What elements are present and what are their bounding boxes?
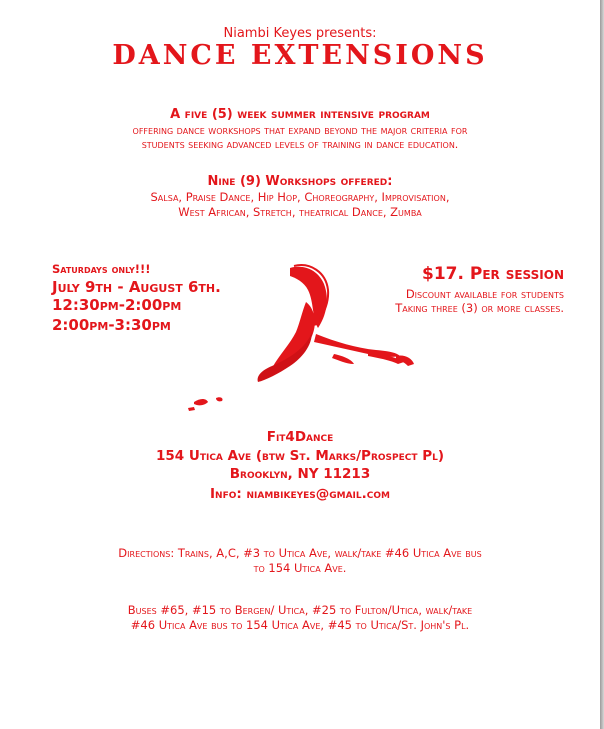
venue-address: 154 Utica Ave (btw St. Marks/Prospect Pl): [155, 448, 444, 464]
contact-info: Info: niambikeyes@gmail.com: [210, 486, 390, 502]
program-description-line-1: offering dance workshops that expand beyond the major criteria for: [132, 124, 468, 137]
dancer-shadow-1: [332, 354, 354, 364]
dancer-shadow-4: [216, 397, 223, 401]
train-directions-line-1: Directions: Trains, A,C, #3 to Utica Ave, walk/take #46 Utica Ave bus: [118, 546, 482, 560]
discount-line-1: Discount available for students: [405, 287, 564, 301]
schedule-time-2: 2:00pm-3:30pm: [52, 316, 171, 334]
bus-directions-line-1: Buses #65, #15 to Bergen/ Utica, #25 to Fulton/Utica, walk/take: [127, 603, 473, 617]
venue-name: Fit4Dance: [266, 429, 334, 445]
discount-line-2: Taking three (3) or more classes.: [395, 301, 564, 315]
schedule-time-1: 12:30pm-2:00pm: [52, 296, 182, 314]
workshops-list-line-1: Salsa, Praise Dance, Hip Hop, Choreography, Improvisation,: [150, 190, 450, 204]
program-description-line-2: students seeking advanced levels of training in dance education.: [141, 138, 459, 151]
workshops-list-line-2: West African, Stretch, theatrical Dance, Zumba: [178, 205, 422, 219]
dancer-silhouette-image: [186, 262, 422, 414]
dancer-extended-arm: [314, 334, 400, 357]
schedule-dates: July 9th - August 6th.: [52, 278, 221, 296]
dancer-shadow-3: [188, 407, 195, 411]
price-per-session: $17. Per session: [422, 264, 564, 284]
workshops-heading: Nine (9) Workshops offered:: [207, 174, 393, 189]
presenter-line: Niambi Keyes presents:: [223, 26, 377, 41]
schedule-days: Saturdays only!!!: [52, 262, 151, 276]
bus-directions-line-2: #46 Utica Ave bus to 154 Utica Ave, #45 to Utica/St. John's Pl.: [130, 618, 470, 632]
window-edge: [600, 0, 604, 729]
event-title: DANCE EXTENSIONS: [112, 40, 488, 71]
venue-city: Brooklyn, NY 11213: [229, 466, 371, 482]
dancer-shadow-2: [194, 399, 208, 405]
program-heading: A five (5) week summer intensive program: [170, 107, 430, 122]
train-directions-line-2: to 154 Utica Ave.: [253, 561, 347, 575]
